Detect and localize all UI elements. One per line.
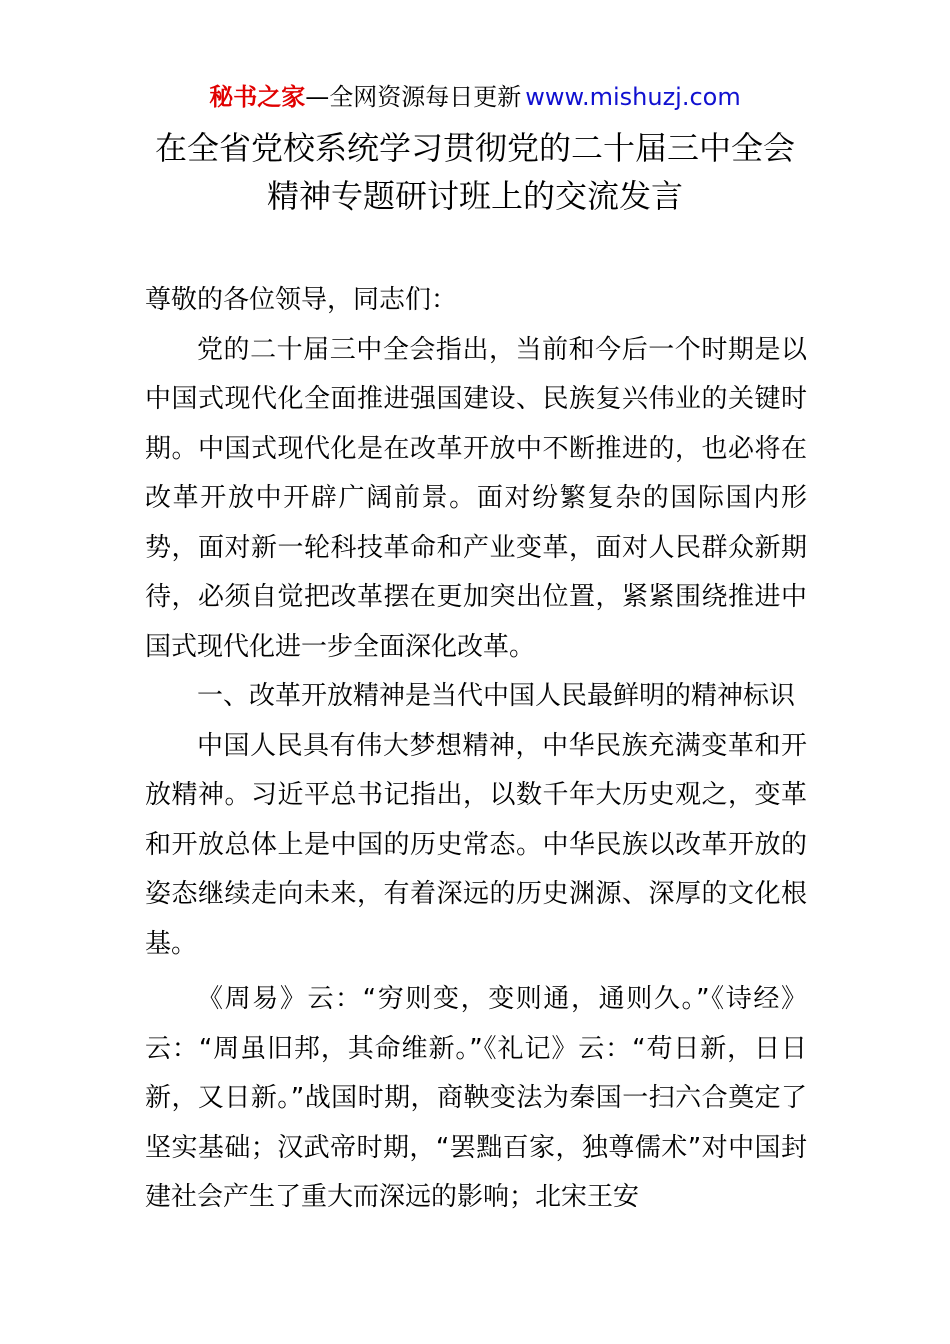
body-paragraph: 中国人民具有伟大梦想精神，中华民族充满变革和开放精神。习近平总书记指出，以数千年大历史观之，变革和开放总体上是中国的历史常态。中华民族以改革开放的姿态继续走向未来，有着深远的历史渊源、深厚的文化根基。	[145, 730, 807, 959]
site-tagline: —全网资源每日更新	[305, 83, 522, 111]
document-body	[145, 276, 807, 1223]
greeting: 尊敬的各位领导，同志们：	[145, 285, 458, 315]
site-brand: 秘书之家	[209, 83, 306, 111]
document-title	[0, 124, 950, 220]
body-paragraph: 党的二十届三中全会指出，当前和今后一个时期是以中国式现代化全面推进强国建设、民族复兴伟业的关键时期。中国式现代化是在改革开放中不断推进的，也必将在改革开放中开辟广阔前景。面对纷繁复杂的国际国内形势，面对新一轮科技革命和产业变革，面对人民群众新期待，必须自觉把改革摆在更加突出位置，紧紧围绕推进中国式现代化进一步全面深化改革。	[145, 334, 807, 662]
site-header	[0, 80, 950, 114]
title-line-2: 精神专题研讨班上的交流发言	[266, 177, 683, 215]
section-heading: 一、改革开放精神是当代中国人民最鲜明的精神标识	[197, 681, 796, 711]
body-paragraph: 《周易》云：“穷则变，变则通，通则久。”《诗经》云：“周虽旧邦，其命维新。”《礼记》云：“苟日新，日日新，又日新。”战国时期，商鞅变法为秦国一扫六合奠定了坚实基础；汉武帝时期，“罢黜百家，独尊儒术”对中国封建社会产生了重大而深远的影响；北宋王安	[145, 984, 807, 1212]
title-line-1: 在全省党校系统学习贯彻党的二十届三中全会	[154, 129, 795, 167]
site-url-link[interactable]: www.mishuzj.com	[525, 83, 741, 111]
